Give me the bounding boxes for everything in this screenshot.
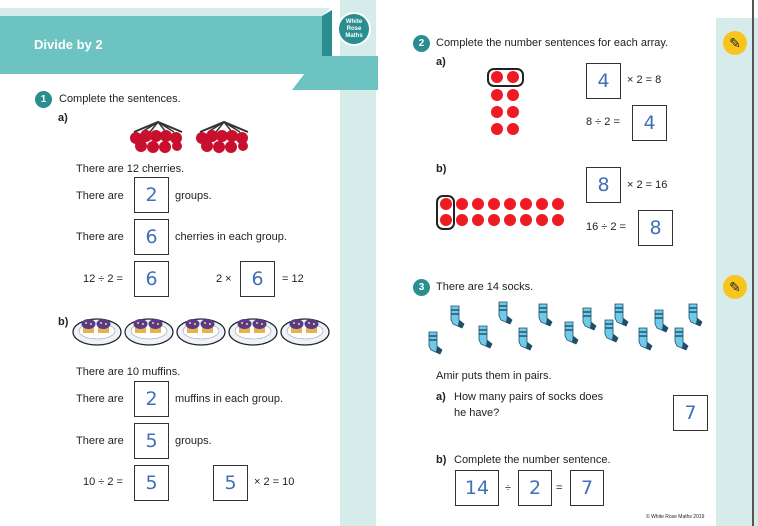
q2-instruction: Complete the number sentences for each array. [436,37,669,49]
array-b-dot [440,214,452,226]
q1a-eq2-suffix: = 12 [282,273,304,285]
array-a-dot [507,71,519,83]
q1a-eq2-prefix: 2 × [216,273,232,285]
q1a-line1: There are 12 cherries. [76,163,185,175]
q3b-op1: ÷ [505,482,512,494]
array-a-dot [491,89,503,101]
q1a-eq2-answer[interactable]: 6 [240,261,275,297]
sock-icon [424,300,714,362]
q3b-box2[interactable]: 2 [518,470,552,506]
array-b-dot [536,198,548,210]
q2b-eq1-suffix: × 2 = 16 [627,179,668,191]
q2a-eq2-answer[interactable]: 4 [632,105,667,141]
cherries-icon [128,118,253,158]
q2a-eq1-answer[interactable]: 4 [586,63,621,99]
q2-part-b-label: b) [436,163,447,175]
q3a-question-line2: he have? [454,407,500,419]
array-b-dot [504,198,516,210]
q2b-eq2-answer[interactable]: 8 [638,210,673,246]
q1b-eq1-prefix: 10 ÷ 2 = [83,476,123,488]
array-a-dot [507,89,519,101]
q3-part-b-label: b) [436,454,447,466]
array-b-dot [440,198,452,210]
muffins-plate-icon [72,312,334,350]
logo-line-2: Rose [346,25,362,32]
q1-number-badge: 1 [35,91,52,108]
q1b-line3-suffix: groups. [175,435,212,447]
q1a-eq1-prefix: 12 ÷ 2 = [83,273,123,285]
q1b-eq1-answer[interactable]: 5 [134,465,169,501]
array-b-dot [488,214,500,226]
array-b-dot [520,198,532,210]
q1b-each-group-answer[interactable]: 2 [134,381,169,417]
q1a-groups-answer[interactable]: 2 [134,177,169,213]
q1a-line3-prefix: There are [76,231,124,243]
q3b-instruction: Complete the number sentence. [454,454,611,466]
q1b-eq2-answer[interactable]: 5 [213,465,248,501]
q3b-box3[interactable]: 7 [570,470,604,506]
white-rose-logo-icon [337,12,371,46]
q3a-question-line1: How many pairs of socks does [454,391,604,403]
array-b-dot [504,214,516,226]
pencil-icon: ✎ [723,31,747,55]
q1a-line2-suffix: groups. [175,190,212,202]
q3-number-badge: 3 [413,279,430,296]
q3-instruction: There are 14 socks. [436,281,534,293]
array-a-dot [507,106,519,118]
q3-part-a-label: a) [436,391,446,403]
q2-part-a-label: a) [436,56,446,68]
array-b-dot [552,214,564,226]
logo-line-3: Maths [345,32,363,39]
q3-line1: Amir puts them in pairs. [436,370,552,382]
array-b-dot [488,198,500,210]
q2b-eq1-answer[interactable]: 8 [586,167,621,203]
array-b-dot [456,214,468,226]
q2b-eq2-prefix: 16 ÷ 2 = [586,221,626,233]
pencil-icon: ✎ [723,275,747,299]
q1a-each-group-answer[interactable]: 6 [134,219,169,255]
q1b-line1: There are 10 muffins. [76,366,181,378]
q1b-line2-suffix: muffins in each group. [175,393,284,405]
array-b-dot [472,214,484,226]
q1b-line3-prefix: There are [76,435,124,447]
array-b-dot [456,198,468,210]
logo-line-1: White [345,18,363,25]
q1-part-b-label: b) [58,316,69,328]
array-b-dot [536,214,548,226]
array-a-dot [491,71,503,83]
q1b-groups-answer[interactable]: 5 [134,423,169,459]
array-a-dot [491,123,503,135]
q1a-eq1-answer[interactable]: 6 [134,261,169,297]
q1-instruction: Complete the sentences. [59,93,181,105]
q1a-line2-prefix: There are [76,190,124,202]
q2a-eq2-prefix: 8 ÷ 2 = [586,116,620,128]
copyright-footer: © White Rose Maths 2019 [646,514,705,520]
q1b-eq2-suffix: × 2 = 10 [254,476,295,488]
array-b-dot [520,214,532,226]
array-a-dot [507,123,519,135]
array-a-dot [491,106,503,118]
q1a-line3-suffix: cherries in each group. [175,231,287,243]
q1b-line2-prefix: There are [76,393,124,405]
page-title: Divide by 2 [34,37,103,52]
q3b-box1[interactable]: 14 [455,470,499,506]
q2-number-badge: 2 [413,35,430,52]
page-edge [752,0,754,526]
q3a-pairs-answer[interactable]: 7 [673,395,708,431]
q1-part-a-label: a) [58,112,68,124]
array-b-dot [552,198,564,210]
q2a-eq1-suffix: × 2 = 8 [627,74,662,86]
q3b-op2: = [556,482,563,494]
array-b-dot [472,198,484,210]
